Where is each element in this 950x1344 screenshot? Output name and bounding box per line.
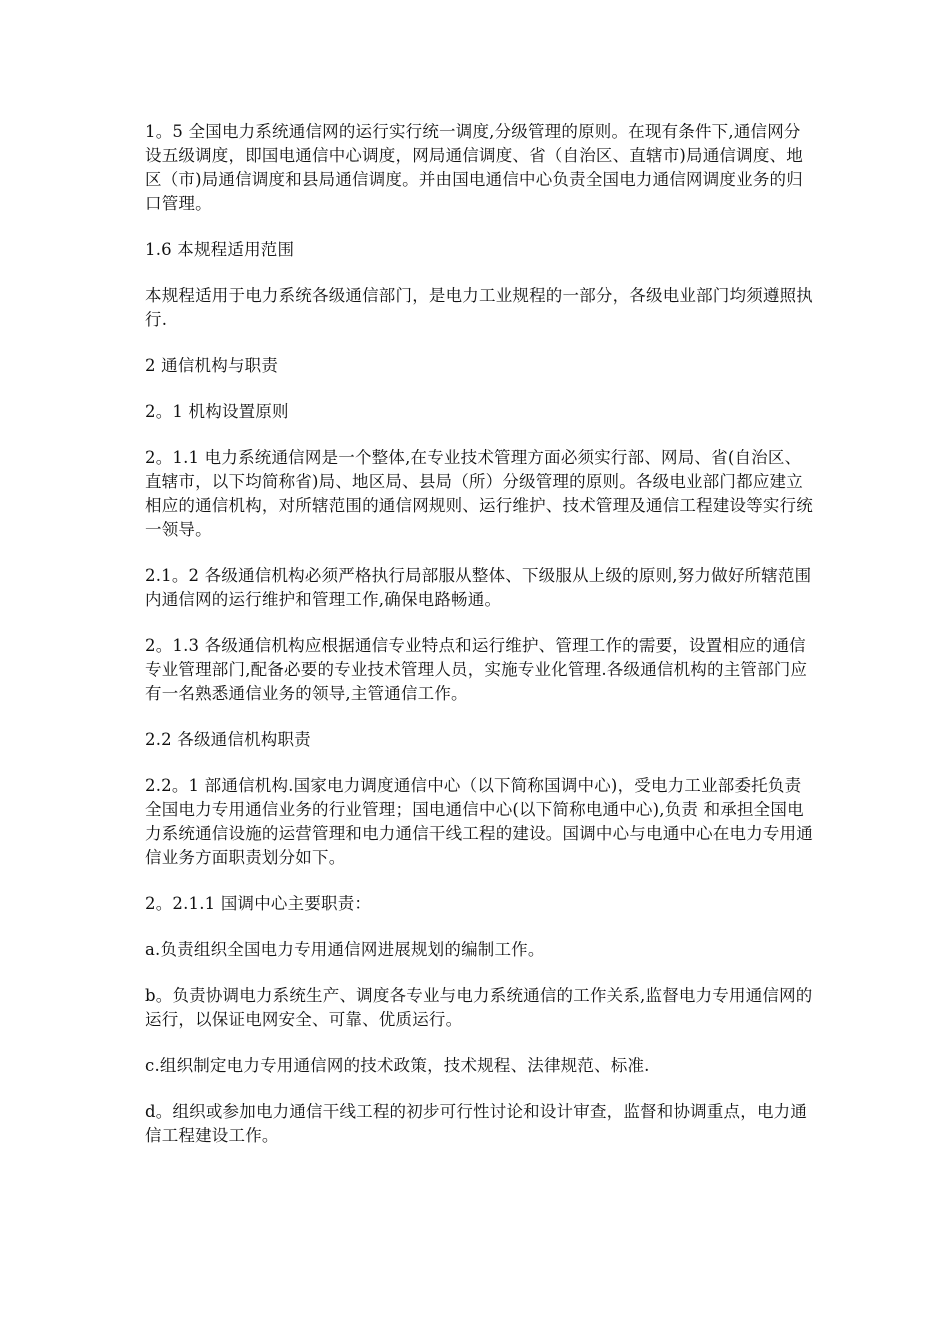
paragraph-2-1-3: 2。1.3 各级通信机构应根据通信专业特点和运行维护、管理工作的需要，设置相应的通信专业管理部门,配备必要的专业技术管理人员，实施专业化管理.各级通信机构的主管部门应有一名熟悉通信业务的领导,主管通信工作。 <box>145 636 808 703</box>
list-item-a: a.负责组织全国电力专用通信网进展规划的编制工作。 <box>145 940 545 959</box>
paragraph-2-1-1: 2。1.1 电力系统通信网是一个整体,在专业技术管理方面必须实行部、网局、省(自治区、直辖市，以下均简称省)局、地区局、县局（所）分级管理的原则。各级电业部门都应建立相应的通信机构，对所辖范围的通信网规则、运行维护、技术管理及通信工程建设等实行统一领导。 <box>145 448 813 539</box>
heading-2-organization: 2 通信机构与职责 <box>145 356 279 375</box>
list-item-d: d。组织或参加电力通信干线工程的初步可行性讨论和设计审查，监督和协调重点，电力通信工程建设工作。 <box>145 1102 808 1145</box>
document-body <box>145 120 815 1170</box>
list-item-b: b。负责协调电力系统生产、调度各专业与电力系统通信的工作关系,监督电力专用通信网的运行，以保证电网安全、可靠、优质运行。 <box>145 986 813 1029</box>
heading-1-6-scope: 1.6 本规程适用范围 <box>145 240 295 259</box>
heading-2-2-duties: 2.2 各级通信机构职责 <box>145 730 311 749</box>
paragraph-2-2-1: 2.2。1 部通信机构.国家电力调度通信中心（以下简称国调中心)，受电力工业部委托负责全国电力专用通信业务的行业管理；国电通信中心(以下简称电通中心),负责 和承担全国电力系统通信设施的运营管理和电力通信干线工程的建设。国调中心与电通中心在电力专用通信业务方面职责划分如下。 <box>145 776 813 867</box>
paragraph-scope-text: 本规程适用于电力系统各级通信部门，是电力工业规程的一部分，各级电业部门均须遵照执行. <box>145 286 813 329</box>
list-item-c: c.组织制定电力专用通信网的技术政策，技术规程、法律规范、标准. <box>145 1056 650 1075</box>
heading-2-1-principles: 2。1 机构设置原则 <box>145 402 289 421</box>
heading-2-2-1-1: 2。2.1.1 国调中心主要职责： <box>145 894 372 913</box>
paragraph-1-5-dispatch-principle: 1。5 全国电力系统通信网的运行实行统一调度,分级管理的原则。在现有条件下,通信网分设五级调度，即国电通信中心调度，网局通信调度、省（自治区、直辖市)局通信调度、地区（市)局通信调度和县局通信调度。并由国电通信中心负责全国电力通信网调度业务的归口管理。 <box>145 122 803 213</box>
paragraph-2-1-2: 2.1。2 各级通信机构必须严格执行局部服从整体、下级服从上级的原则,努力做好所辖范围内通信网的运行维护和管理工作,确保电路畅通。 <box>145 566 812 609</box>
